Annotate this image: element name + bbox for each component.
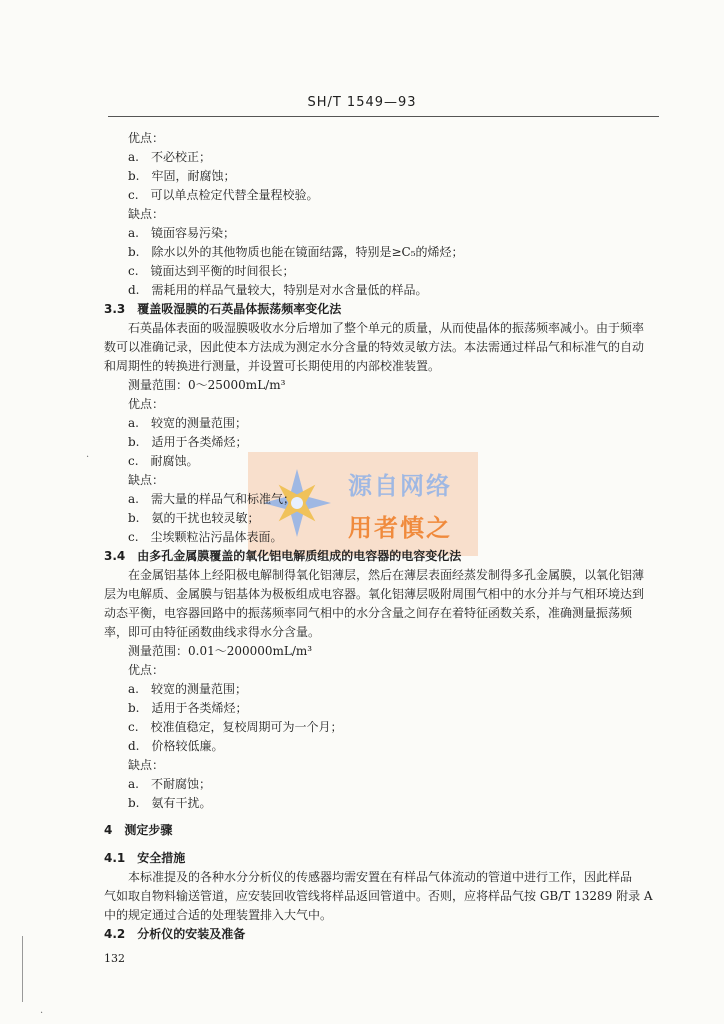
list-item: a. 镜面容易污染； <box>128 226 235 240</box>
section-heading-4: 4 测定步骤 <box>104 823 173 837</box>
paragraph-line: 和周期性的转换进行测量，并设置可长期使用的内部校准装置。 <box>104 359 441 373</box>
paragraph-line: 本标准提及的各种水分分析仪的传感器均需安置在有样品气体流动的管道中进行工作，因此样品 <box>128 870 633 884</box>
list-item: a. 较宽的测量范围； <box>128 416 247 430</box>
list-item: d. 价格较低廉。 <box>128 739 224 753</box>
list-item: b. 除水以外的其他物质也能在镜面结露，特别是≥C₅的烯烃； <box>128 245 464 259</box>
page-number: 132 <box>104 952 125 965</box>
measurement-range: 测量范围：0～25000mL/m³ <box>128 378 286 392</box>
section-heading-3-3: 3.3 覆盖吸湿膜的石英晶体振荡频率变化法 <box>104 302 342 316</box>
paragraph-line: 层为电解质、金属膜与铝基体为极板组成电容器。氧化铝薄层吸附周围气相中的水分并与气相环境达到 <box>104 587 645 601</box>
paragraph-line: 动态平衡，电容器回路中的振荡频率同气相中的水分含量之间存在着特征函数关系，准确测量振荡频 <box>104 606 633 620</box>
list-item: c. 可以单点检定代替全量程校验。 <box>128 188 319 202</box>
label-advantages: 优点： <box>128 663 165 677</box>
list-item: b. 适用于各类烯烃； <box>128 701 248 715</box>
label-advantages: 优点： <box>128 131 165 145</box>
list-item: d. 需耗用的样品气量较大，特别是对水含量低的样品。 <box>128 283 428 297</box>
scan-speck: · <box>40 1008 44 1019</box>
list-item: b. 氨的干扰也较灵敏； <box>128 511 260 525</box>
scan-margin-line <box>22 936 23 1002</box>
list-item: b. 牢固，耐腐蚀； <box>128 169 236 183</box>
list-item: c. 尘埃颗粒沾污晶体表面。 <box>128 530 283 544</box>
standard-code-header: SH/T 1549—93 <box>307 95 417 110</box>
list-item: b. 适用于各类烯烃； <box>128 435 248 449</box>
list-item: b. 氨有干扰。 <box>128 796 212 810</box>
section-heading-4-1: 4.1 安全措施 <box>104 851 186 865</box>
watermark-text-2: 用者慎之 <box>348 514 452 542</box>
list-item: a. 不必校正； <box>128 150 211 164</box>
paragraph-line: 数可以准确记录，因此使本方法成为测定水分含量的特效灵敏方法。本法需通过样品气和标准气的自动 <box>104 340 645 354</box>
label-disadvantages: 缺点： <box>128 758 165 772</box>
paragraph-line: 中的规定通过合适的处理装置排入大气中。 <box>104 908 333 922</box>
list-item: c. 镜面达到平衡的时间很长； <box>128 264 295 278</box>
measurement-range: 测量范围：0.01～200000mL/m³ <box>128 644 313 658</box>
list-item: a. 不耐腐蚀； <box>128 777 211 791</box>
list-item: a. 较宽的测量范围； <box>128 682 247 696</box>
paragraph-line: 气如取自物料输送管道，应安装回收管线将样品返回管道中。否则，应将样品气按 GB/T 13289 附录 A <box>104 889 653 903</box>
paragraph-line: 在金属铝基体上经阳极电解制得氧化铝薄层，然后在薄层表面经蒸发制得多孔金属膜，以氧化铝薄 <box>128 568 645 582</box>
label-advantages: 优点： <box>128 397 165 411</box>
watermark-text-1: 源自网络 <box>348 472 452 500</box>
header-rule <box>108 116 659 117</box>
scan-speck: · <box>86 452 90 463</box>
list-item: c. 校准值稳定，复校周期可为一个月； <box>128 720 343 734</box>
paragraph-line: 石英晶体表面的吸湿膜吸收水分后增加了整个单元的质量，从而使晶体的振荡频率减小。由于频率 <box>128 321 645 335</box>
section-heading-3-4: 3.4 由多孔金属膜覆盖的氧化铝电解质组成的电容器的电容变化法 <box>104 549 462 563</box>
list-item: a. 需大量的样品气和标准气； <box>128 492 295 506</box>
list-item: c. 耐腐蚀。 <box>128 454 199 468</box>
label-disadvantages: 缺点： <box>128 207 165 221</box>
label-disadvantages: 缺点： <box>128 473 165 487</box>
section-heading-4-2: 4.2 分析仪的安装及准备 <box>104 927 246 941</box>
paragraph-line: 率，即可由特征函数曲线求得水分含量。 <box>104 625 321 639</box>
